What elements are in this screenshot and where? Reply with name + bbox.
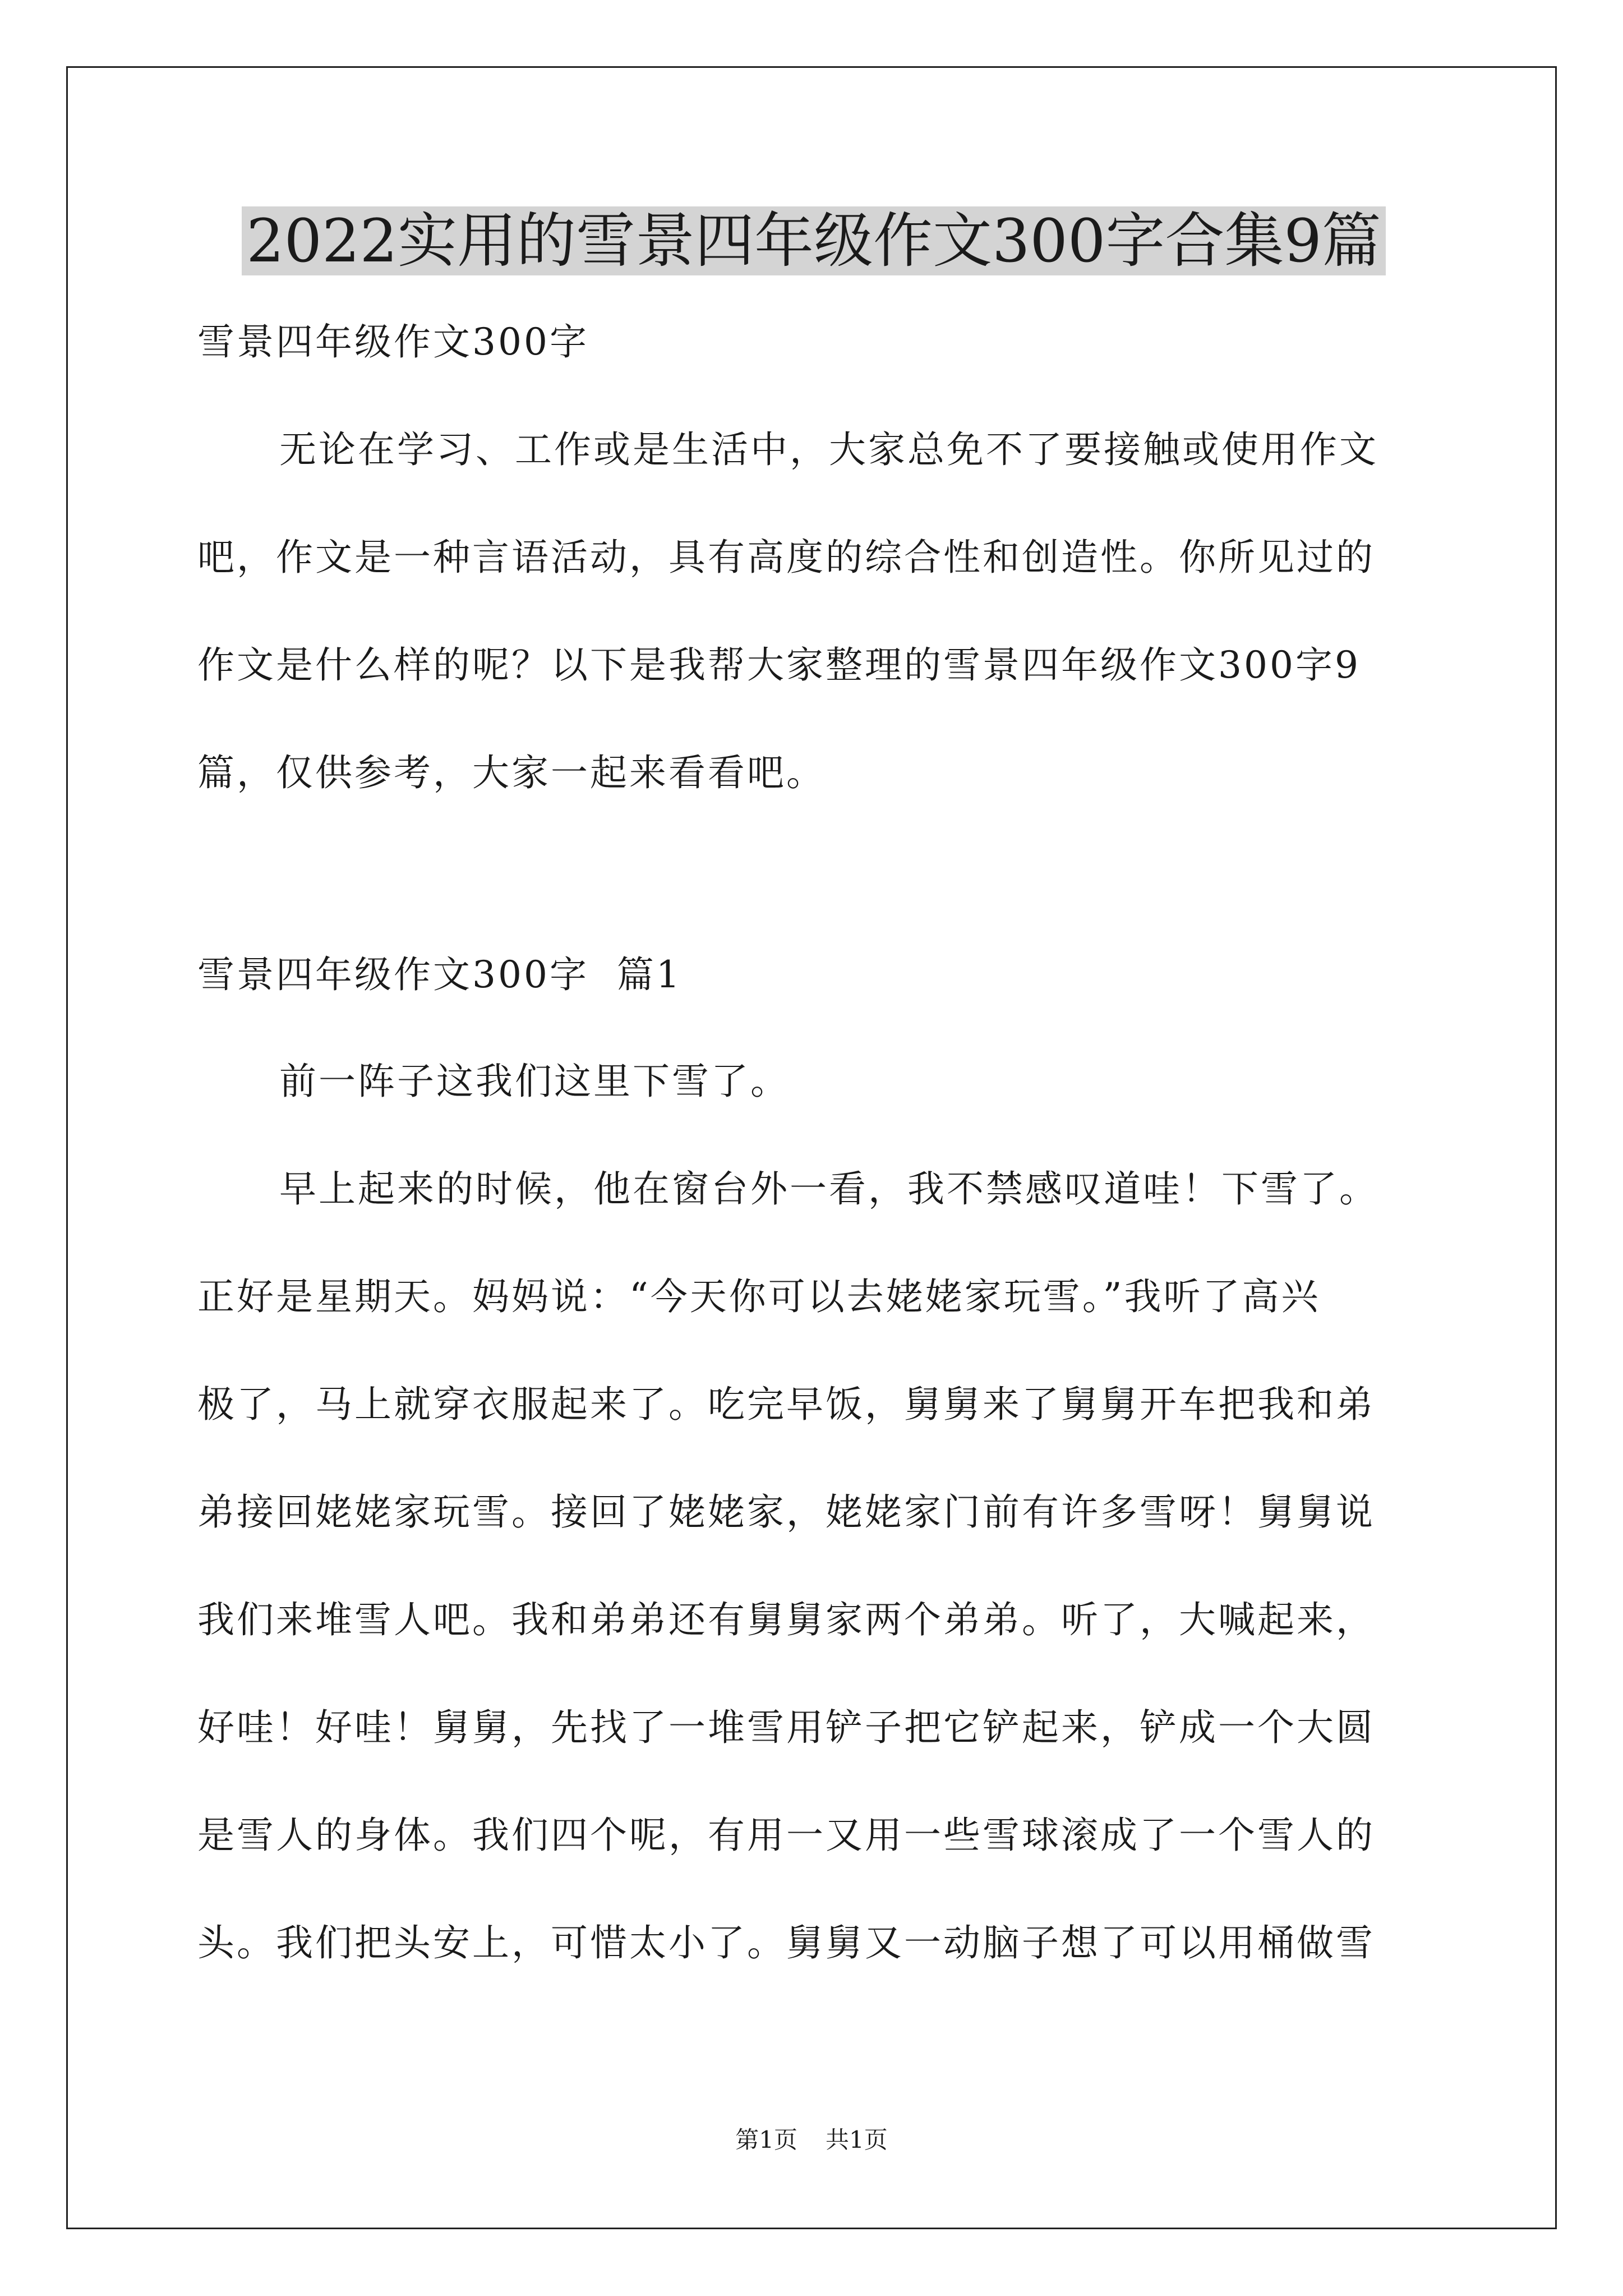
intro-line: 无论在学习、工作或是生活中，大家总免不了要接触或使用作文 (279, 428, 1378, 471)
section-paragraph-text: 前一阵子这我们这里下雪了。 (279, 1060, 790, 1103)
section-heading (197, 948, 1431, 1002)
intro-section (197, 315, 1431, 369)
section-line-block (197, 1593, 1431, 1647)
section-line-block (197, 1485, 1431, 1539)
intro-line: 篇，仅供参考，大家一起来看看吧。 (197, 751, 826, 794)
intro-paragraph-continued (197, 638, 1431, 692)
intro-paragraph-continued (197, 746, 1431, 800)
intro-paragraph-continued (197, 531, 1431, 638)
section-line-block (197, 1162, 1431, 1216)
section-line: 好哇！好哇！舅舅，先找了一堆雪用铲子把它铲起来，铲成一个大圆 (197, 1706, 1375, 1749)
section-line-block (197, 1809, 1431, 1862)
section-line-block (197, 1270, 1431, 1324)
intro-paragraph (197, 423, 1431, 531)
document-title (230, 199, 1398, 283)
section-line-block (197, 1916, 1431, 1970)
section-line: 弟接回姥姥家玩雪。接回了姥姥家，姥姥家门前有许多雪呀！舅舅说 (197, 1490, 1375, 1534)
section-heading-text: 雪景四年级作文300字 篇1 (197, 953, 682, 996)
intro-line: 作文是什么样的呢？以下是我帮大家整理的雪景四年级作文300字9 (197, 643, 1361, 687)
section-line: 头。我们把头安上，可惜太小了。舅舅又一动脑子想了可以用桶做雪 (197, 1921, 1375, 1964)
section-line: 正好是星期天。妈妈说：“今天你可以去姥姥家玩雪。”我听了高兴 (197, 1275, 1321, 1318)
section-line-block (197, 1378, 1431, 1432)
section-line: 极了，马上就穿衣服起来了。吃完早饭，舅舅来了舅舅开车把我和弟 (197, 1383, 1375, 1426)
page-number-current: 第1页 (735, 2126, 797, 2154)
section-line: 是雪人的身体。我们四个呢，有用一又用一些雪球滚成了一个雪人的 (197, 1814, 1375, 1857)
section-paragraph (197, 1055, 1431, 1108)
page-border (66, 66, 1557, 2229)
section-line-block (197, 1701, 1431, 1755)
intro-line: 吧，作文是一种言语活动，具有高度的综合性和创造性。你所见过的 (197, 536, 1375, 579)
section-line: 我们来堆雪人吧。我和弟弟还有舅舅家两个弟弟。听了，大喊起来， (197, 1598, 1375, 1641)
intro-heading: 雪景四年级作文300字 (197, 320, 589, 364)
page-number-total: 共1页 (826, 2126, 888, 2154)
document-title-text: 2022实用的雪景四年级作文300字合集9篇 (242, 206, 1386, 275)
page-footer (0, 2123, 1623, 2157)
section-line: 早上起来的时候，他在窗台外一看，我不禁感叹道哇！下雪了。 (279, 1167, 1378, 1211)
